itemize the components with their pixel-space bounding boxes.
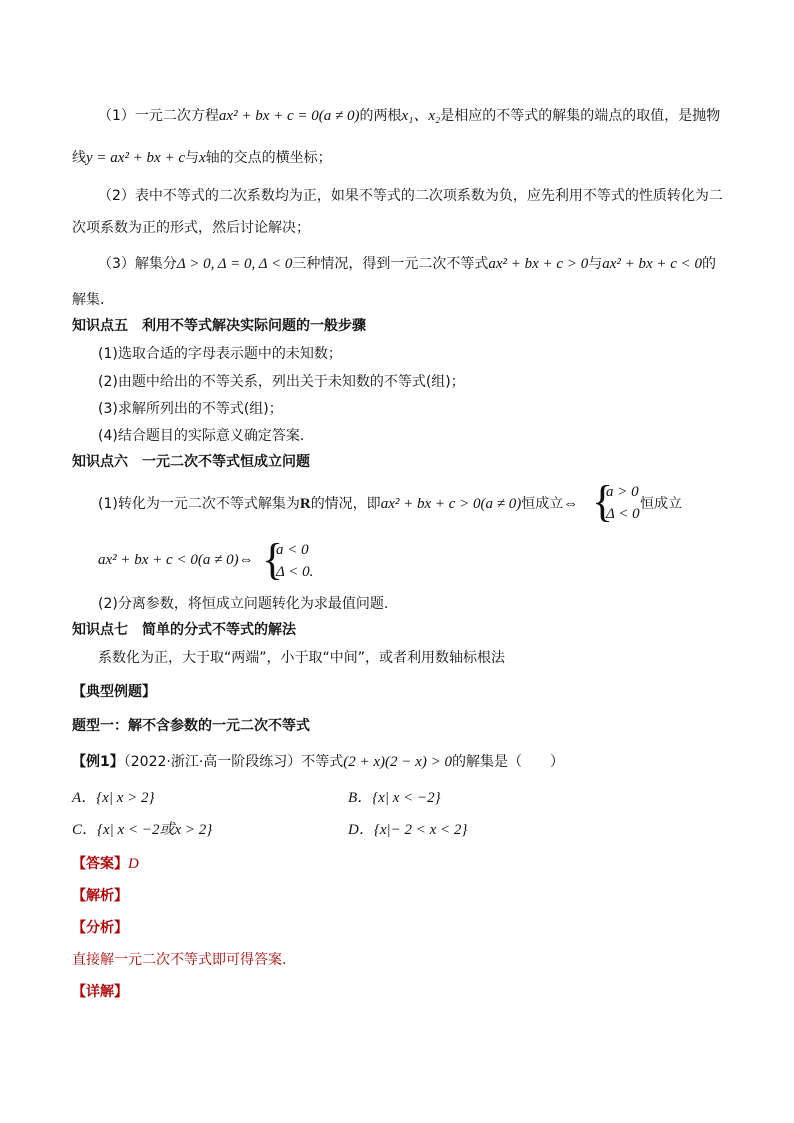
k6-line-1: (1)转化为一元二次不等式解集为R的情况，即ax² + bx + c > 0(a ≠ 0)恒成立⇔ — [98, 496, 579, 512]
left-brace: { — [262, 535, 284, 584]
para-2-line-1: （2）表中不等式的二次系数均为正，如果不等式的二次项系数为负，应先利用不等式的性质转化为二 — [98, 188, 723, 204]
fenxi-label: 【分析】 — [72, 920, 128, 936]
system-b: a < 0 Δ < 0. — [276, 542, 314, 580]
examples-heading: 【典型例题】 — [72, 684, 156, 700]
k5-item: (3)求解所列出的不等式(组)； — [98, 401, 283, 417]
section-heading-k5: 知识点五 利用不等式解决实际问题的一般步骤 — [72, 318, 366, 334]
answer-line: 【答案】D — [72, 856, 139, 872]
detail-label: 【详解】 — [72, 984, 128, 1000]
left-brace: { — [592, 477, 614, 526]
para-3-line-2: 解集. — [72, 292, 105, 308]
section-heading-k6: 知识点六 一元二次不等式恒成立问题 — [72, 454, 310, 470]
fenxi-text: 直接解一元二次不等式即可得答案. — [72, 952, 287, 968]
k5-item: (1)选取合适的字母表示题中的未知数； — [98, 346, 342, 362]
roots: x₁、x₂ — [401, 108, 441, 124]
option-d: D．{x|− 2 < x < 2} — [348, 822, 468, 838]
option-a: A．{x| x > 2} — [72, 790, 155, 806]
option-c: C．{x| x < −2或x > 2} — [72, 822, 213, 838]
example-1-stem: 【例1】（2022·浙江·高一阶段练习）不等式(2 + x)(2 − x) > 0的解集是（ ） — [72, 754, 564, 770]
k5-item: (2)由题中给出的不等关系，列出关于未知数的不等式(组)； — [98, 374, 465, 390]
answer-value: D — [128, 856, 139, 872]
k6-line-2: ax² + bx + c < 0(a ≠ 0)⇔ — [98, 552, 254, 568]
question-type-heading: 题型一：解不含参数的一元二次不等式 — [72, 718, 310, 734]
analysis-label: 【解析】 — [72, 888, 128, 904]
k6-line-1-tail: 恒成立 — [640, 496, 682, 512]
iff-symbol: ⇔ — [563, 496, 579, 512]
quadratic-equation: ax² + bx + c = 0(a ≠ 0) — [218, 108, 360, 124]
para-1-line-1: （1）一元二次方程ax² + bx + c = 0(a ≠ 0)的两根x₁、x₂是相应的不等式的解集的端点的取值，是抛物 — [98, 108, 721, 124]
system-a: a > 0 Δ < 0 — [606, 484, 640, 522]
section-heading-k7: 知识点七 简单的分式不等式的解法 — [72, 622, 296, 638]
option-b: B．{x| x < −2} — [348, 790, 441, 806]
k6-line-3: (2)分离参数，将恒成立问题转化为求最值问题. — [98, 596, 389, 612]
k5-item: (4)结合题目的实际意义确定答案． — [98, 428, 314, 444]
para-3-line-1: （3）解集分Δ > 0, Δ = 0, Δ < 0三种情况，得到一元二次不等式ax² + bx + c > 0与ax² + bx + c < 0的 — [98, 256, 717, 272]
parabola-expr: y = ax² + bx + c — [86, 150, 185, 166]
para-1-line-2: 线y = ax² + bx + c与x轴的交点的横坐标； — [72, 150, 332, 166]
para-2-line-2: 次项系数为正的形式，然后讨论解决； — [72, 220, 310, 236]
k7-body: 系数化为正，大于取“两端”，小于取“中间”，或者利用数轴标根法 — [98, 650, 506, 666]
